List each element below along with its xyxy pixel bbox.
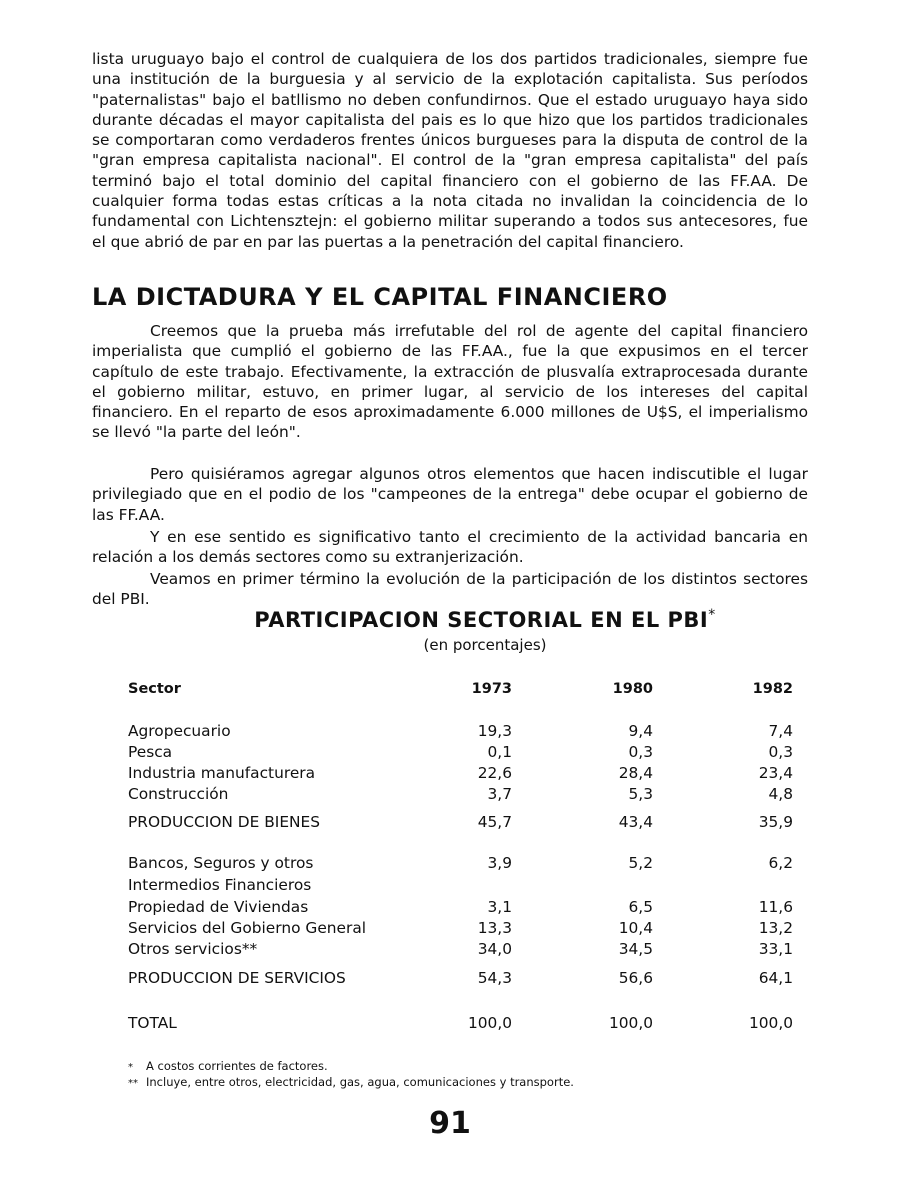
row-value: 5,3 — [628, 785, 653, 803]
row-value: 3,7 — [487, 785, 512, 803]
row-label: Servicios del Gobierno General — [128, 919, 367, 937]
row-label-subtotal: PRODUCCION DE SERVICIOS — [128, 969, 346, 987]
table-title-text: PARTICIPACION SECTORIAL EN EL PBI — [254, 608, 709, 632]
row-value: 7,4 — [768, 722, 793, 740]
row-value: 4,8 — [768, 785, 793, 803]
footnote-1 — [128, 1059, 328, 1073]
row-value: 34,0 — [477, 940, 512, 958]
row-label-total: TOTAL — [128, 1014, 177, 1032]
row-value: 22,6 — [477, 764, 512, 782]
footnote-text: Incluye, entre otros, electricidad, gas, agua, comunicaciones y transporte. — [146, 1075, 574, 1089]
row-value: 6,2 — [768, 854, 793, 872]
header-sector: Sector — [128, 681, 181, 697]
row-value: 64,1 — [758, 969, 793, 987]
footnote-2 — [128, 1075, 574, 1089]
header-year-2: 1980 — [612, 681, 653, 697]
row-value: 34,5 — [618, 940, 653, 958]
footnote-text: A costos corrientes de factores. — [146, 1059, 328, 1073]
row-label: Otros servicios** — [128, 940, 258, 958]
row-label-subtotal: PRODUCCION DE BIENES — [128, 813, 321, 831]
body-paragraph-3: Y en ese sentido es significativo tanto el crecimiento de la actividad bancaria en relación a los demás sectores como su extranjerización. — [92, 528, 808, 567]
table-title-footnote-mark: * — [708, 607, 716, 623]
intro-paragraph: lista uruguayo bajo el control de cualquiera de los dos partidos tradicionales, siempre fue una institución de la burguesia y al servicio de la explotación capitalista. Sus períodos "paternalistas" bajo el batllismo no deben confundirnos. Que el estado uruguayo haya sido durante décadas el mayor capitalista del pais es lo que hizo que los partidos tradicionales se comportaran como verdaderos frentes únicos burgueses para la disputa de control de la "gran empresa capitalista nacional". El control de la "gran empresa capitalista" del país terminó bajo el total dominio del capital financiero con el gobierno de las FF.AA. De cualquier forma todas estas críticas a la nota citada no invalidan la coincidencia de lo fundamental con Lichtensztejn: el gobierno militar superando a todos sus antecesores, fue el que abrió de par en par las puertas a la penetración del capital financiero. — [92, 50, 808, 251]
row-label: Agropecuario — [128, 722, 231, 740]
body-paragraph-2: Pero quisiéramos agregar algunos otros elementos que hacen indiscutible el lugar privilegiado que en el podio de los "campeones de la entrega" debe ocupar el gobierno de las FF.AA. — [92, 465, 808, 524]
row-value: 11,6 — [758, 898, 793, 916]
body-paragraph-1: Creemos que la prueba más irrefutable del rol de agente del capital financiero imperialista que cumplió el gobierno de las FF.AA., fue la que expusimos en el tercer capítulo de este trabajo. Efectivamente, la extracción de plusvalía extraprocesada durante el gobierno militar, estuvo, en primer lugar, al servicio de los intereses del capital financiero. En el reparto de esos aproximadamente 6.000 millones de U$S, el imperialismo se llevó "la parte del león". — [92, 322, 808, 442]
row-label: Construcción — [128, 785, 229, 803]
row-value: 13,3 — [477, 919, 512, 937]
row-value: 33,1 — [758, 940, 793, 958]
row-value: 43,4 — [618, 813, 653, 831]
row-value: 35,9 — [758, 813, 793, 831]
row-value: 6,5 — [628, 898, 653, 916]
row-value: 28,4 — [618, 764, 653, 782]
row-value: 3,1 — [487, 898, 512, 916]
row-label: Pesca — [128, 743, 173, 761]
table-title — [0, 607, 900, 632]
footnote-mark: ** — [128, 1078, 138, 1089]
section-title: LA DICTADURA Y EL CAPITAL FINANCIERO — [92, 283, 668, 311]
header-year-1: 1973 — [471, 681, 512, 697]
row-value: 23,4 — [758, 764, 793, 782]
row-value: 13,2 — [758, 919, 793, 937]
row-value: 3,9 — [487, 854, 512, 872]
row-value: 56,6 — [618, 969, 653, 987]
row-label: Propiedad de Viviendas — [128, 898, 309, 916]
row-value: 0,3 — [768, 743, 793, 761]
row-value: 19,3 — [477, 722, 512, 740]
row-label: Bancos, Seguros y otros — [128, 854, 314, 872]
header-year-3: 1982 — [752, 681, 793, 697]
footnote-mark: * — [128, 1062, 133, 1073]
row-value: 100,0 — [608, 1014, 653, 1032]
row-value: 5,2 — [628, 854, 653, 872]
row-label: Intermedios Financieros — [128, 876, 312, 894]
row-value: 45,7 — [477, 813, 512, 831]
row-value: 100,0 — [748, 1014, 793, 1032]
page-number: 91 — [429, 1106, 471, 1141]
body-paragraph-4: Veamos en primer término la evolución de la participación de los distintos sectores del PBI. — [92, 570, 808, 609]
row-value: 0,3 — [628, 743, 653, 761]
row-value: 100,0 — [467, 1014, 512, 1032]
table-subtitle: (en porcentajes) — [423, 636, 547, 654]
row-value: 9,4 — [628, 722, 653, 740]
row-value: 54,3 — [477, 969, 512, 987]
row-value: 0,1 — [487, 743, 512, 761]
row-value: 10,4 — [618, 919, 653, 937]
row-label: Industria manufacturera — [128, 764, 316, 782]
